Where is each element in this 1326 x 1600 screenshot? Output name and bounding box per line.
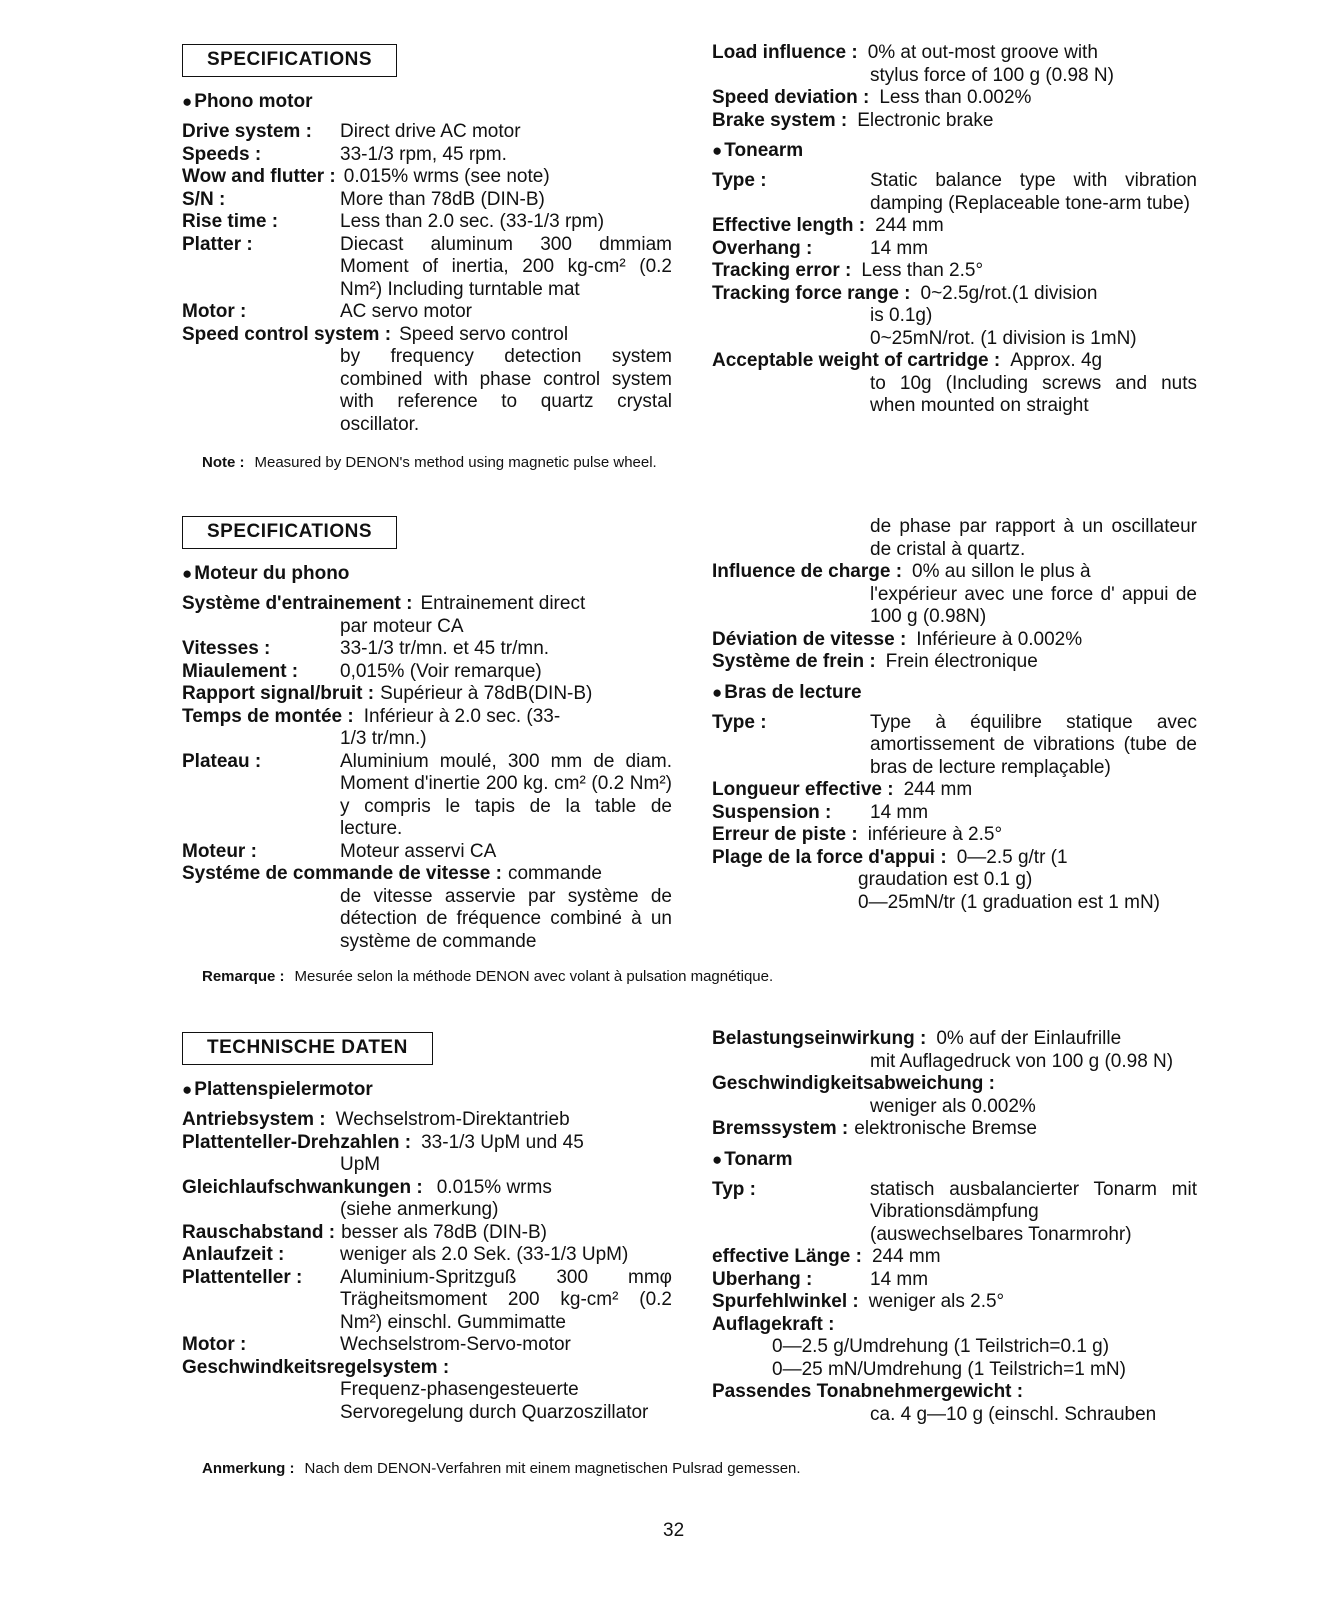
fr-deviation: Déviation de vitesse : Inférieure à 0.002% xyxy=(712,628,1083,650)
en-speed-deviation: Speed deviation : Less than 0.002% xyxy=(712,87,1032,108)
de-motor-heading: ● Plattenspielermotor xyxy=(182,1079,672,1101)
en-platter: Platter : Diecast aluminum 300 dmmiam Moment of inertia, 200 kg-cm² (0.2 Nm²) Including turntable mat xyxy=(182,233,672,300)
en-effective-length: Effective length : 244 mm xyxy=(712,215,944,236)
de-laenge: effective Länge : 244 mm xyxy=(712,1246,941,1267)
en-wow: Wow and flutter : 0.015% wrms (see note) xyxy=(182,166,550,187)
de-spurfehlwinkel: Spurfehlwinkel : weniger als 2.5° xyxy=(712,1291,1005,1312)
fr-systeme-entrainement: Système d'entrainement : Entrainement direct par moteur CA xyxy=(182,593,586,637)
fr-heading: SPECIFICATIONS xyxy=(182,516,397,549)
de-tonabnehmergewicht: Passendes Tonabnehmergewicht : ca. 4 g—10 g (einschl. Schrauben xyxy=(712,1381,1157,1425)
fr-suspension: Suspension : 14 mm xyxy=(712,801,929,823)
en-phono-motor-heading: ● Phono motor xyxy=(182,91,672,113)
en-acceptable-weight: Acceptable weight of cartridge : Approx. 4g to 10g (Including screws and nuts when mounted on straight xyxy=(712,350,1197,416)
en-tonearm-heading: ● Tonearm xyxy=(712,140,1197,162)
en-note: Note : Measured by DENON's method using magnetic pulse wheel. xyxy=(202,454,657,471)
en-motor: Motor : AC servo motor xyxy=(182,301,472,322)
en-heading: SPECIFICATIONS xyxy=(182,44,397,77)
en-speed-control: Speed control system : Speed servo control by frequency detection system combined with phase control system with reference to quartz crystal oscillator. xyxy=(182,323,672,435)
en-load-influence: Load influence : 0% at out-most groove with stylus force of 100 g (0.98 N) xyxy=(712,42,1114,86)
de-rauschabstand: Rauschabstand : besser als 78dB (DIN-B) xyxy=(182,1221,547,1243)
en-speeds: Speeds : 33-1/3 rpm, 45 rpm. xyxy=(182,143,507,165)
de-right-column xyxy=(712,1028,1197,1426)
en-tracking-force: Tracking force range : 0~2.5g/rot.(1 division is 0.1g) 0~25mN/rot. (1 division is 1mN) xyxy=(712,282,1137,349)
fr-moteur: Moteur : Moteur asservi CA xyxy=(182,840,497,862)
en-drive-system: Drive system : Direct drive AC motor xyxy=(182,121,521,142)
fr-rapport: Rapport signal/bruit : Supérieur à 78dB(DIN-B) xyxy=(182,683,593,704)
de-left-column xyxy=(182,1032,672,1424)
en-rise-time: Rise time : Less than 2.0 sec. (33-1/3 rpm) xyxy=(182,211,605,232)
de-antrieb: Antriebsystem : Wechselstrom-Direktantrieb xyxy=(182,1109,570,1130)
fr-moteur-heading: ● Moteur du phono xyxy=(182,563,672,585)
fr-vitesses: Vitesses : 33-1/3 tr/mn. et 45 tr/mn. xyxy=(182,638,550,659)
fr-plage: Plage de la force d'appui : 0—2.5 g/tr (1 graudation est 0.1 g) 0—25mN/tr (1 graduation est 1 mN) xyxy=(712,846,1161,913)
de-tonarm-heading: ● Tonarm xyxy=(712,1149,1197,1171)
de-anlaufzeit: Anlaufzeit : weniger als 2.0 Sek. (33-1/3 UpM) xyxy=(182,1244,629,1265)
en-sn: S/N : More than 78dB (DIN-B) xyxy=(182,188,545,210)
en-overhang: Overhang : 14 mm xyxy=(712,237,929,259)
fr-right-column xyxy=(712,516,1197,914)
en-left-column xyxy=(182,44,672,436)
fr-type: Type : Type à équilibre statique avec amortissement de vibrations (tube de bras de lecture remplaçable) xyxy=(712,711,1197,778)
de-anmerkung: Anmerkung : Nach dem DENON-Verfahren mit einem magnetischen Pulsrad gemessen. xyxy=(202,1460,801,1477)
fr-remarque: Remarque : Mesurée selon la méthode DENON avec volant à pulsation magnétique. xyxy=(202,968,774,985)
de-regelsystem: Geschwindkeitsregelsystem : Frequenz-phasengesteuerte Servoregelung durch Quarzoszillator xyxy=(182,1356,649,1423)
fr-bras-heading: ● Bras de lecture xyxy=(712,682,1197,704)
fr-temps-montee: Temps de montée : Inférieur à 2.0 sec. (33- 1/3 tr/mn.) xyxy=(182,705,561,749)
page-number: 32 xyxy=(663,1520,685,1541)
de-gleichlauf: Gleichlaufschwankungen : 0.015% wrms (siehe anmerkung) xyxy=(182,1176,552,1220)
fr-systeme-commande: Systéme de commande de vitesse : commande de vitesse asservie par système de détection de fréquence combiné à un système de commande xyxy=(182,863,672,952)
de-uberhang: Uberhang : 14 mm xyxy=(712,1268,929,1290)
fr-frein: Système de frein : Frein électronique xyxy=(712,651,1038,672)
fr-miaulement: Miaulement : 0,015% (Voir remarque) xyxy=(182,660,542,682)
de-plattenteller: Plattenteller : Aluminium-Spritzguß 300 mmφ Trägheitsmoment 200 kg-cm² (0.2 Nm²) einschl. Gummimatte xyxy=(182,1266,672,1333)
de-auflagekraft: Auflagekraft : 0—2.5 g/Umdrehung (1 Teilstrich=0.1 g) 0—25 mN/Umdrehung (1 Teilstrich=1 mN) xyxy=(712,1313,1126,1380)
en-right-column xyxy=(712,42,1197,418)
de-heading: TECHNISCHE DATEN xyxy=(182,1032,433,1065)
de-typ: Typ : statisch ausbalancierter Tonarm mit Vibrationsdämpfung (auswechselbares Tonarmrohr) xyxy=(712,1178,1197,1245)
de-abweichung: Geschwindigkeitsabweichung : weniger als 0.002% xyxy=(712,1073,1036,1117)
en-type: Type : Static balance type with vibration damping (Replaceable tone-arm tube) xyxy=(712,170,1197,214)
de-belastung: Belastungseinwirkung : 0% auf der Einlaufrille mit Auflagedruck von 100 g (0.98 N) xyxy=(712,1028,1174,1072)
en-brake-system: Brake system : Electronic brake xyxy=(712,109,994,131)
de-drehzahlen: Plattenteller-Drehzahlen : 33-1/3 UpM und 45 UpM xyxy=(182,1131,584,1175)
en-tracking-error: Tracking error : Less than 2.5° xyxy=(712,260,984,281)
fr-continuation: de phase par rapport à un oscillateur de cristal à quartz. xyxy=(870,516,1197,560)
fr-erreur: Erreur de piste : inférieure à 2.5° xyxy=(712,824,1003,845)
fr-left-column xyxy=(182,516,672,953)
de-bremssystem: Bremssystem : elektronische Bremse xyxy=(712,1118,1037,1139)
fr-longueur: Longueur effective : 244 mm xyxy=(712,779,973,800)
fr-plateau: Plateau : Aluminium moulé, 300 mm de diam. Moment d'inertie 200 kg. cm² (0.2 Nm²) y compris le tapis de la table de lecture. xyxy=(182,750,672,839)
fr-influence-charge: Influence de charge : 0% au sillon le plus à l'expérieur avec une force d' appui de 100 g (0.98N) xyxy=(712,561,1197,627)
de-motor: Motor : Wechselstrom-Servo-motor xyxy=(182,1334,571,1355)
